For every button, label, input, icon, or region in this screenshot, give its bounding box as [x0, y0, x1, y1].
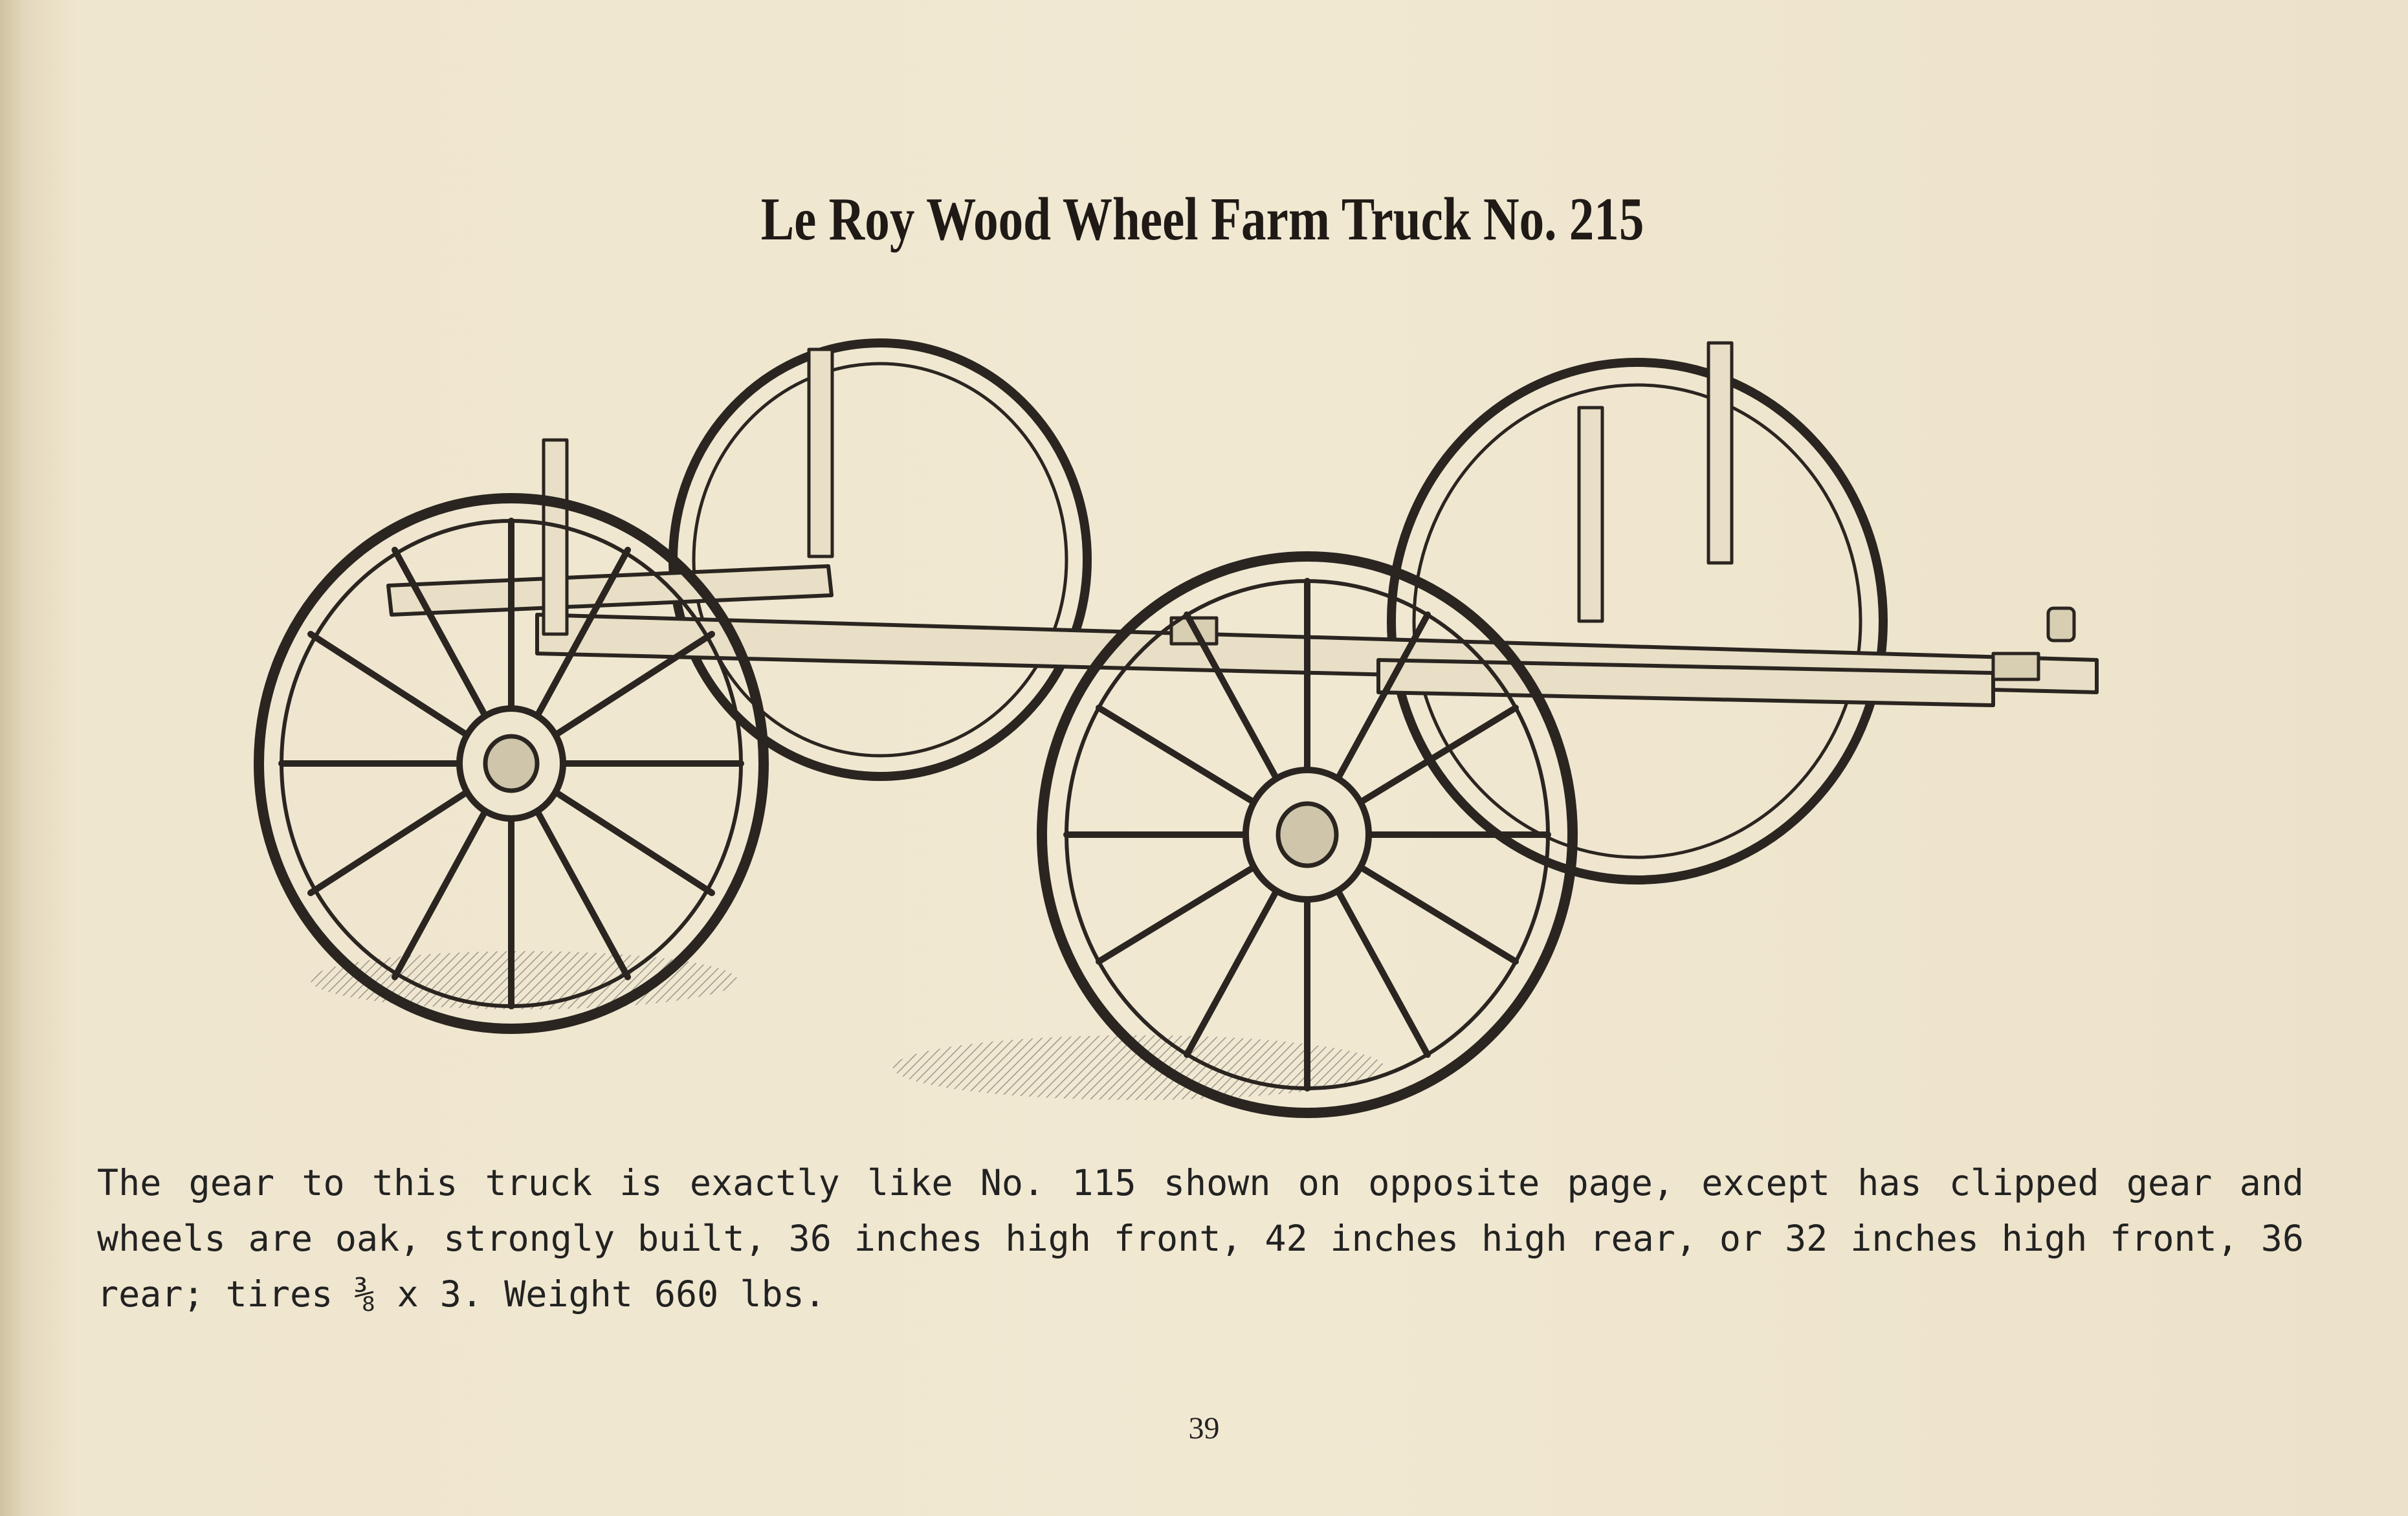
front-right-wheel — [1391, 362, 1883, 880]
farm-truck-illustration — [246, 324, 2148, 1126]
rear-right-wheel — [1042, 556, 1573, 1113]
page-number: 39 — [1188, 1411, 1220, 1445]
product-description — [97, 1155, 2304, 1322]
front-left-wheel — [259, 498, 764, 1029]
description-text: The gear to this truck is exactly like No. 115 shown on opposite page, except has clipped gear and wheels are oak, strongly built, 36 inches high front, 42 inches high rear, or 32 inches high front, 36 rear; tires ⅜ x 3. Weight 660 lbs. — [97, 1162, 2304, 1315]
page-title: Le Roy Wood Wheel Farm Truck No. 215 — [760, 186, 1644, 253]
